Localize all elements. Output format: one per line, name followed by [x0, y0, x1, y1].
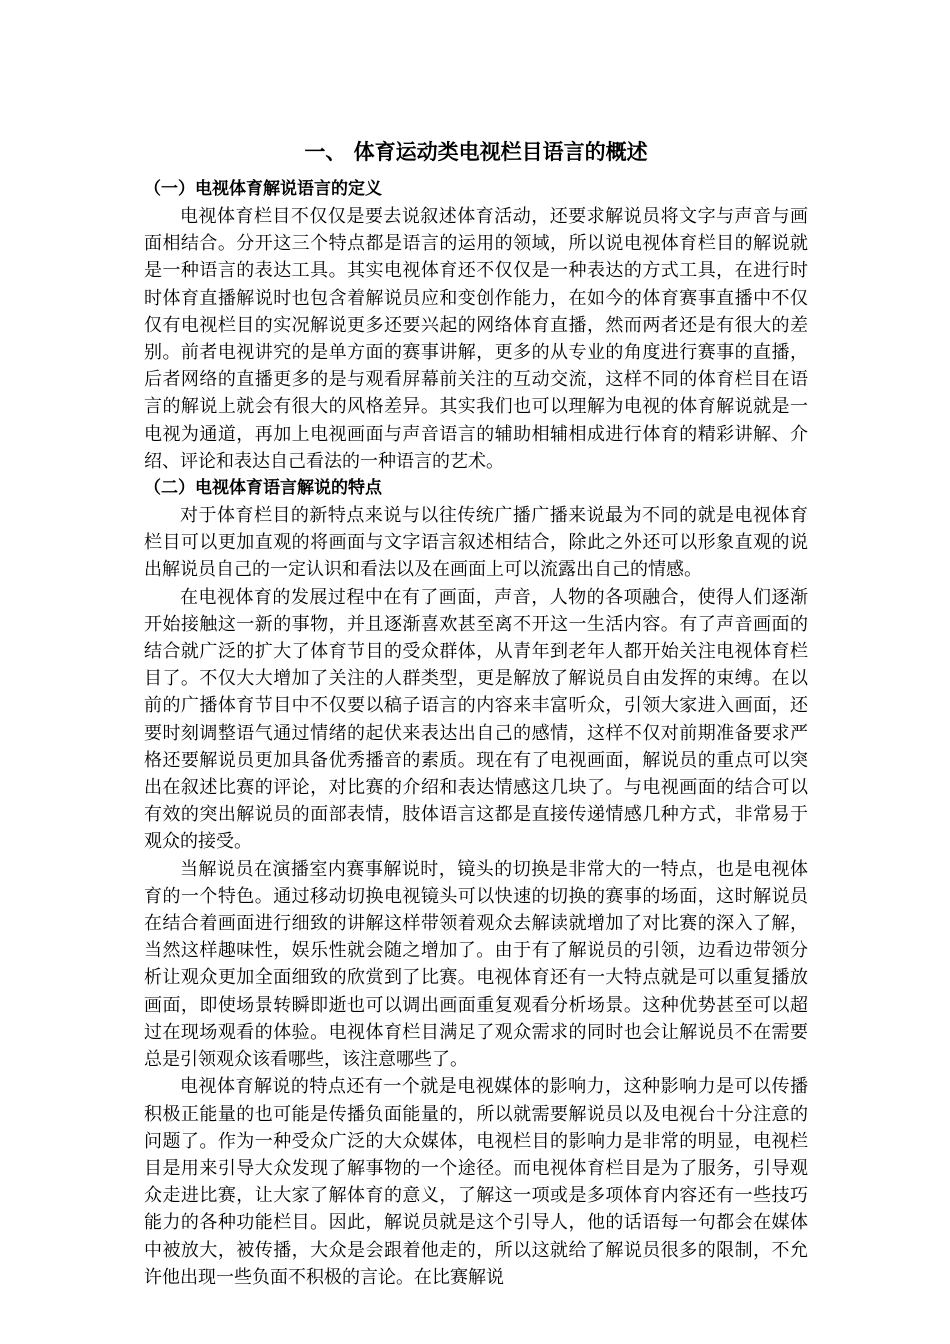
section-definition	[144, 176, 808, 475]
section-heading: （二）电视体育语言解说的特点	[144, 478, 382, 499]
body-paragraph: 电视体育栏目不仅仅是要去说叙述体育活动，还要求解说员将文字与声音与画面相结合。分开这三个特点都是语言的运用的领域，所以说电视体育栏目的解说就是一种语言的表达工具。其实电视体育还不仅仅是一种表达的方式工具，在进行时时体育直播解说时也包含着解说员应和变创作能力，在如今的体育赛事直播中不仅仅有电视栏目的实况解说更多还要兴起的网络体育直播，然而两者还是有很大的差别。前者电视讲究的是单方面的赛事讲解，更多的从专业的角度进行赛事的直播，后者网络的直播更多的是与观看屏幕前关注的互动交流，这样不同的体育栏目在语言的解说上就会有很大的风格差异。其实我们也可以理解为电视的体育解说就是一电视为通道，再加上电视画面与声音语言的辅助相辅相成进行体育的精彩讲解、介绍、评论和表达自己看法的一种语言的艺术。	[144, 206, 808, 472]
chapter-title: 一、 体育运动类电视栏目语言的概述	[304, 140, 648, 164]
section-characteristics	[144, 475, 808, 1291]
body-paragraph: 当解说员在演播室内赛事解说时，镜头的切换是非常大的一特点，也是电视体育的一个特色。通过移动切换电视镜头可以快速的切换的赛事的场面，这时解说员在结合着画面进行细致的讲解这样带领着观众去解读就增加了对比赛的深入了解，当然这样趣味性，娱乐性就会随之增加了。由于有了解说员的引领，边看边带领分析让观众更加全面细致的欣赏到了比赛。电视体育还有一大特点就是可以重复播放画面，即使场景转瞬即逝也可以调出画面重复观看分析场景。这种优势甚至可以超过在现场观看的体验。电视体育栏目满足了观众需求的同时也会让解说员不在需要总是引领观众该看哪些，该注意哪些了。	[144, 858, 808, 1071]
section-heading: （一）电视体育解说语言的定义	[144, 179, 382, 199]
body-paragraph: 电视体育解说的特点还有一个就是电视媒体的影响力，这种影响力是可以传播积极正能量的也可能是传播负面能量的，所以就需要解说员以及电视台十分注意的问题了。作为一种受众广泛的大众媒体，电视栏目的影响力是非常的明显，电视栏目是用来引导大众发现了解事物的一个途径。而电视体育栏目是为了服务，引导观众走进比赛，让大家了解体育的意义，了解这一项或是多项体育内容还有一些技巧能力的各种功能栏目。因此，解说员就是这个引导人，他的话语每一句都会在媒体中被放大，被传播，大众是会跟着他走的，所以这就给了解说员很多的限制，不允许他出现一些负面不积极的言论。在比赛解说	[144, 1076, 808, 1288]
document-page	[144, 132, 808, 1291]
body-paragraph: 对于体育栏目的新特点来说与以往传统广播广播来说最为不同的就是电视体育栏目可以更加直观的将画面与文字语言叙述相结合，除此之外还可以形象直观的说出解说员自己的一定认识和看法以及在画面上可以流露出自己的情感。	[144, 505, 808, 581]
body-paragraph: 在电视体育的发展过程中在有了画面，声音，人物的各项融合，使得人们逐渐开始接触这一新的事物，并且逐渐喜欢甚至离不开这一生活内容。有了声音画面的结合就广泛的扩大了体育节目的受众群体，从青年到老年人都开始关注电视体育栏目了。不仅大大增加了关注的人群类型，更是解放了解说员自由发挥的束缚。在以前的广播体育节目中不仅要以稿子语言的内容来丰富听众，引领大家进入画面，还要时刻调整语气通过情绪的起伏来表达出自己的感情，这样不仅对前期准备要求严格还要解说员更加具备优秀播音的素质。现在有了电视画面，解说员的重点可以突出在叙述比赛的评论，对比赛的介绍和表达情感这几块了。与电视画面的结合可以有效的突出解说员的面部表情，肢体语言这都是直接传递情感几种方式，非常易于观众的接受。	[144, 586, 808, 853]
